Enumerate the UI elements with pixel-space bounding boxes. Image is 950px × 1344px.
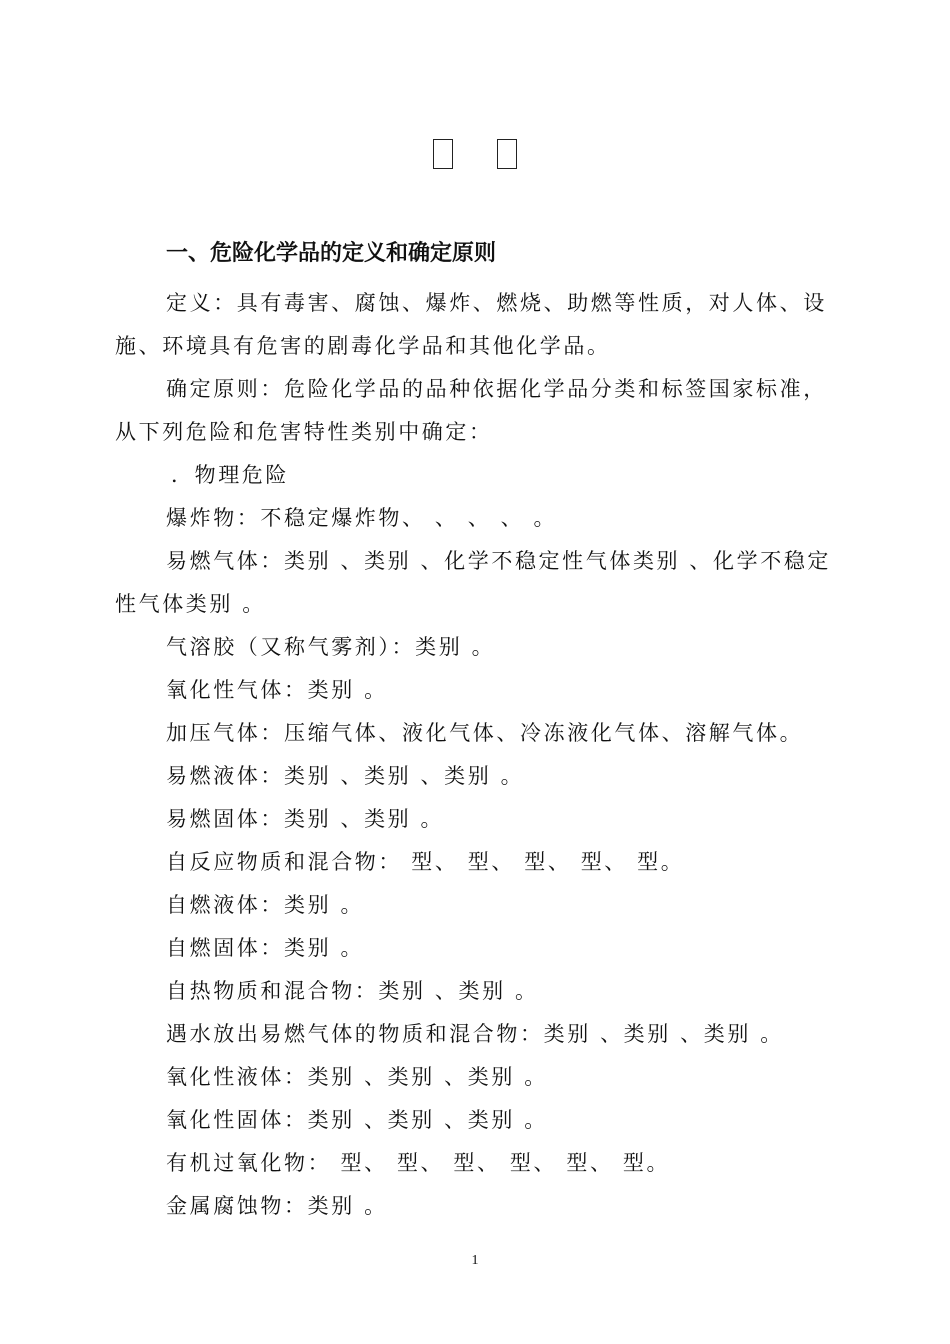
paragraph: 自燃液体：类别 。 xyxy=(166,893,365,917)
paragraph: 易燃固体：类别 、类别 。 xyxy=(166,807,445,831)
paragraph: 爆炸物：不稳定爆炸物、 、 、 、 。 xyxy=(166,506,558,530)
paragraph: 自燃固体：类别 。 xyxy=(166,936,365,960)
paragraph: 气溶胶（又称气雾剂）：类别 。 xyxy=(166,635,496,659)
page-number: 1 xyxy=(471,1253,479,1268)
paragraph: 氧化性气体：类别 。 xyxy=(166,678,388,702)
subsection-label: ．物理危险 xyxy=(171,463,289,487)
title-glyph-box xyxy=(497,139,517,169)
paragraph: 遇水放出易燃气体的物质和混合物：类别 、类别 、类别 。 xyxy=(166,1022,784,1046)
paragraph: 易燃气体：类别 、类别 、化学不稳定性气体类别 、化学不稳定性气体类别 。 xyxy=(115,549,832,616)
paragraph: 自反应物质和混合物： 型、 型、 型、 型、 型。 xyxy=(166,850,685,874)
body-text xyxy=(115,282,845,1228)
paragraph: 易燃液体：类别 、类别 、类别 。 xyxy=(166,764,525,788)
paragraph: 自热物质和混合物：类别 、类别 。 xyxy=(166,979,539,1003)
paragraph: 加压气体：压缩气体、液化气体、冷冻液化气体、溶解气体。 xyxy=(166,721,804,745)
page-title xyxy=(0,136,950,170)
paragraph: 金属腐蚀物：类别 。 xyxy=(166,1194,388,1218)
paragraph: 有机过氧化物： 型、 型、 型、 型、 型、 型。 xyxy=(166,1151,671,1175)
paragraph: 氧化性固体：类别 、类别 、类别 。 xyxy=(166,1108,548,1132)
paragraph: 定义：具有毒害、腐蚀、爆炸、燃烧、助燃等性质，对人体、设施、环境具有危害的剧毒化学品和其他化学品。 xyxy=(115,291,827,358)
paragraph: 氧化性液体：类别 、类别 、类别 。 xyxy=(166,1065,548,1089)
title-glyph-box xyxy=(433,139,453,169)
section-heading: 一、危险化学品的定义和确定原则 xyxy=(166,241,497,266)
paragraph: 确定原则：危险化学品的品种依据化学品分类和标签国家标准，从下列危险和危害特性类别中确定： xyxy=(115,377,827,444)
